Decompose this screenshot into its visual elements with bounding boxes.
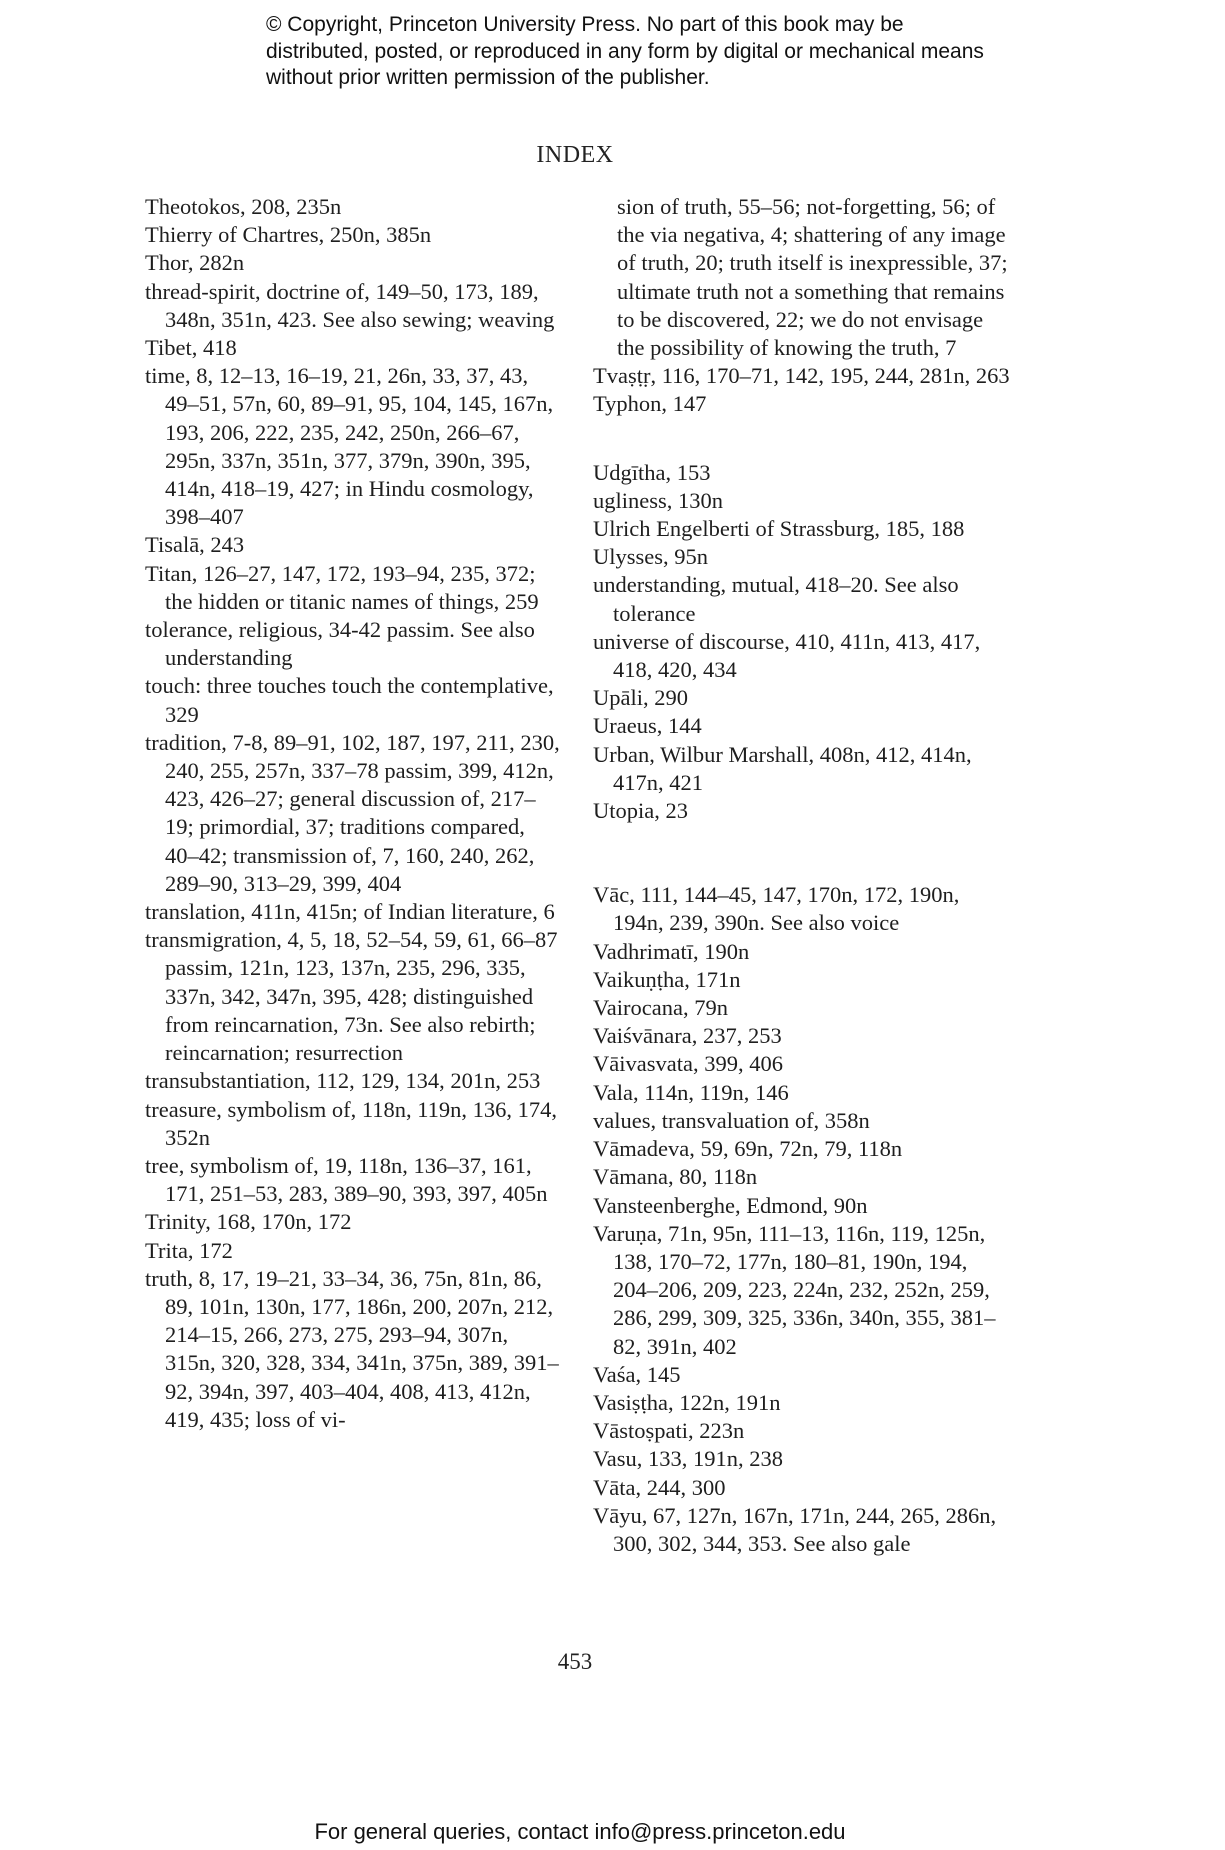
index-entry: Thierry of Chartres, 250n, 385n [145, 222, 432, 248]
index-entry: translation, 411n, 415n; of Indian literature, 6 [145, 899, 555, 925]
index-entry: Vāyu, 67, 127n, 167n, 171n, 244, 265, 286n, 300, 302, 344, 353. See also gale [593, 1502, 997, 1556]
index-entry: Vairocana, 79n [593, 995, 728, 1021]
index-entry: truth, 8, 17, 19–21, 33–34, 36, 75n, 81n, 86, 89, 101n, 130n, 177, 186n, 200, 207n, 212, 214–15, 266, 273, 275, 293–94, 307n, 315n, 320, 328, 334, 341n, 375n, 389, 391–92, 394n, 397, 403–404, 408, 413, 412n, 419, 435; loss of vi- [145, 1265, 559, 1432]
index-entry: Vāc, 111, 144–45, 147, 170n, 172, 190n, 194n, 239, 390n. See also voice [593, 882, 960, 936]
index-entry: Tibet, 418 [145, 335, 237, 361]
index-entry: Varuṇa, 71n, 95n, 111–13, 116n, 119, 125n, 138, 170–72, 177n, 180–81, 190n, 194, 204–206, 209, 223, 224n, 232, 252n, 259, 286, 299, 309, 325, 336n, 340n, 355, 381–82, 391n, 402 [593, 1220, 996, 1359]
index-entry: Vaikuṇṭha, 171n [593, 966, 741, 992]
index-entry: Upāli, 290 [593, 685, 688, 711]
index-entry: tradition, 7-8, 89–91, 102, 187, 197, 211, 230, 240, 255, 257n, 337–78 passim, 399, 412n, 423, 426–27; general discussion of, 217–19; primordial, 37; traditions compared, 40–42; transmission of, 7, 160, 240, 262, 289–90, 313–29, 399, 404 [145, 729, 560, 896]
index-entry: Vāstoṣpati, 223n [593, 1418, 745, 1444]
copyright-notice: © Copyright, Princeton University Press. No part of this book may be distributed, posted, or reproduced in any form by digital or mechanical means without prior written permission of the publisher. [266, 13, 984, 89]
index-entry: understanding, mutual, 418–20. See also tolerance [593, 572, 959, 626]
index-entry: treasure, symbolism of, 118n, 119n, 136, 174, 352n [145, 1096, 558, 1150]
index-entry: Vāivasvata, 399, 406 [593, 1051, 783, 1077]
index-column-right [593, 193, 1013, 1558]
index-entry: Thor, 282n [145, 250, 245, 276]
index-entry: Vāmana, 80, 118n [593, 1164, 758, 1190]
index-entry: Vāta, 244, 300 [593, 1474, 726, 1500]
index-entry: Ulrich Engelberti of Strassburg, 185, 188 [593, 516, 965, 542]
index-entry: Ulysses, 95n [593, 544, 709, 570]
index-entry: Theotokos, 208, 235n [145, 194, 342, 219]
index-entry: touch: three touches touch the contemplative, 329 [145, 673, 554, 727]
index-entry: Tisalā, 243 [145, 532, 245, 558]
index-entry: values, transvaluation of, 358n [593, 1107, 870, 1133]
page-title: INDEX [536, 142, 614, 168]
index-entry: Trinity, 168, 170n, 172 [145, 1209, 352, 1235]
index-entry: Typhon, 147 [593, 391, 707, 417]
section-gap [593, 825, 1013, 881]
index-entry: Vaśa, 145 [593, 1361, 681, 1387]
index-entry: Uraeus, 144 [593, 713, 702, 739]
index-entry: Trita, 172 [145, 1237, 233, 1263]
footer-contact: For general queries, contact info@press.princeton.edu [314, 1819, 846, 1844]
index-entry: Vadhrimatī, 190n [593, 938, 750, 964]
index-entry: thread-spirit, doctrine of, 149–50, 173, 189, 348n, 351n, 423. See also sewing; weaving [145, 278, 555, 332]
index-entry: Vala, 114n, 119n, 146 [593, 1079, 789, 1105]
section-gap [593, 419, 1013, 459]
index-entry: Tvaṣṭṛ, 116, 170–71, 142, 195, 244, 281n, 263 [593, 363, 1010, 389]
index-entry: tolerance, religious, 34-42 passim. See also understanding [145, 617, 535, 671]
index-entry: tree, symbolism of, 19, 118n, 136–37, 161, 171, 251–53, 283, 389–90, 393, 397, 405n [145, 1152, 548, 1207]
index-entry: Utopia, 23 [593, 798, 688, 824]
index-entry: transubstantiation, 112, 129, 134, 201n, 253 [145, 1068, 541, 1094]
index-entry: Vāmadeva, 59, 69n, 72n, 79, 118n [593, 1136, 903, 1162]
index-entry: Udgītha, 153 [593, 459, 711, 485]
index-column-left [145, 193, 560, 1434]
index-entry: transmigration, 4, 5, 18, 52–54, 59, 61, 66–87 passim, 121n, 123, 137n, 235, 296, 335, 337n, 342, 347n, 395, 428; distinguished from reincarnation, 73n. See also rebirth; reincarnation; resurrection [145, 927, 558, 1066]
index-entry: ugliness, 130n [593, 487, 724, 513]
index-entry: time, 8, 12–13, 16–19, 21, 26n, 33, 37, 43, 49–51, 57n, 60, 89–91, 95, 104, 145, 167n, 193, 206, 222, 235, 242, 250n, 266–67, 295n, 337n, 351n, 377, 379n, 390n, 395, 414n, 418–19, 427; in Hindu cosmology, 398–407 [145, 363, 554, 530]
index-entry: Vansteenberghe, Edmond, 90n [593, 1192, 868, 1218]
page-number: 453 [557, 1649, 593, 1674]
index-entry: Vasiṣṭha, 122n, 191n [593, 1389, 781, 1415]
index-entry: Titan, 126–27, 147, 172, 193–94, 235, 372; the hidden or titanic names of things, 259 [145, 560, 539, 614]
index-entry: universe of discourse, 410, 411n, 413, 417, 418, 420, 434 [593, 628, 981, 683]
index-entry-continued: sion of truth, 55–56; not-forgetting, 56; of the via negativa, 4; shattering of any image of truth, 20; truth itself is inexpressible, 37; ultimate truth not a something that remains to be discovered, 22; we do not envisage the possibility of knowing the truth, 7 [617, 194, 1008, 361]
index-entry: Urban, Wilbur Marshall, 408n, 412, 414n, 417n, 421 [593, 741, 972, 795]
index-entry: Vaiśvānara, 237, 253 [593, 1023, 782, 1049]
index-entry: Vasu, 133, 191n, 238 [593, 1446, 783, 1472]
